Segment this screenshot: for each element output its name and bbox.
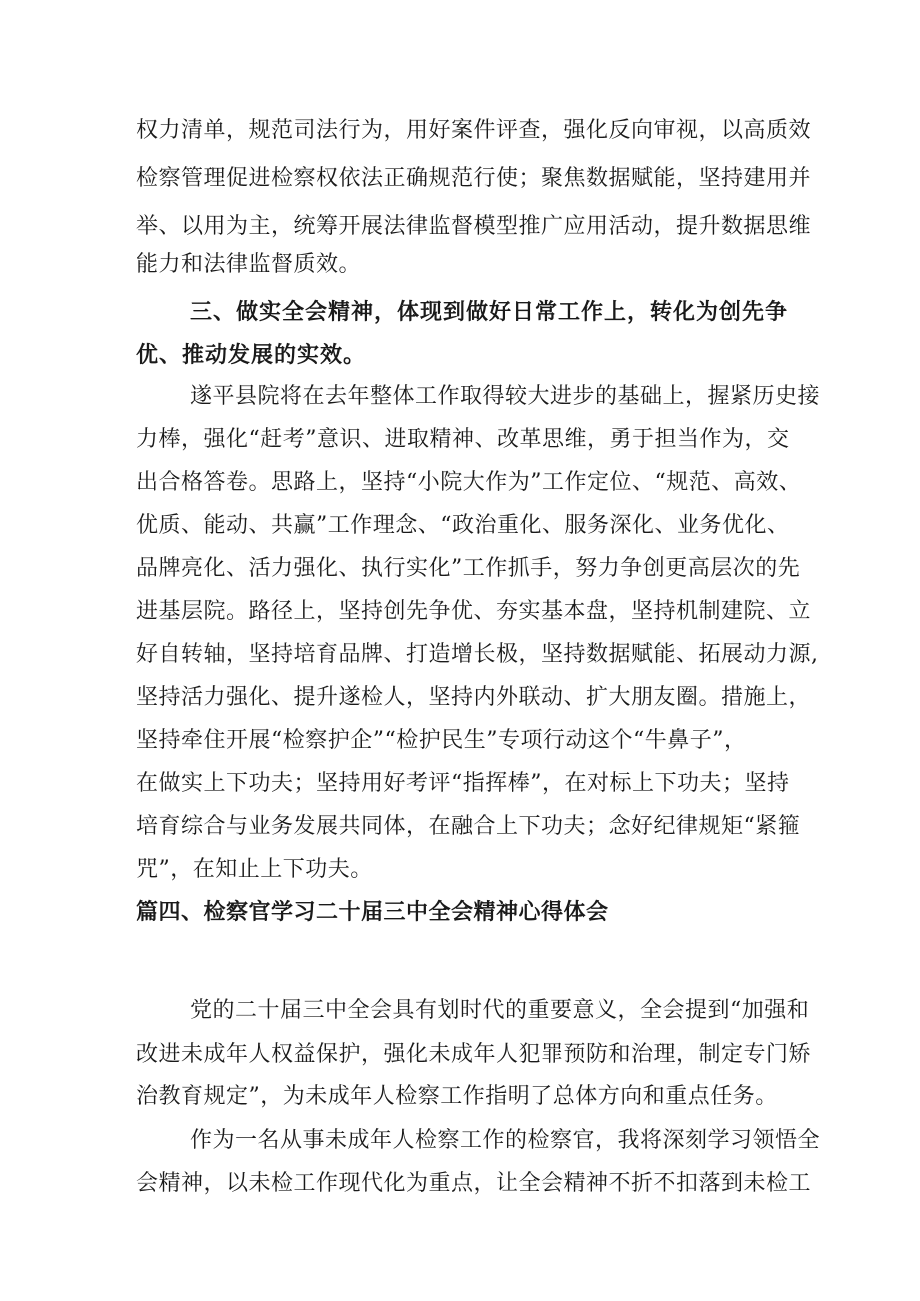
paragraph-line: 党的二十届三中全会具有划时代的重要意义，全会提到“加强和: [190, 998, 810, 1023]
heading-line: 优、推动发展的实效。: [136, 343, 367, 368]
paragraph-line: 力棒，强化“赶考”意识、进取精神、改革思维，勇于担当作为，交: [136, 427, 790, 452]
heading-line: 三、做实全会精神，体现到做好日常工作上，转化为创先争: [190, 300, 789, 325]
paragraph-line: 培育综合与业务发展共同体，在融合上下功夫；念好纪律规矩“紧箍: [136, 814, 801, 839]
paragraph-line: 作为一名从事未成年人检察工作的检察官，我将深刻学习领悟全: [190, 1128, 821, 1153]
paragraph-line: 坚持活力强化、提升遂检人，坚持内外联动、扩大朋友圈。措施上，: [136, 685, 812, 710]
paragraph-line: 咒”，在知止上下功夫。: [136, 857, 373, 882]
paragraph-line: 好自转轴，坚持培育品牌、打造增长极，坚持数据赋能、拓展动力源,: [136, 642, 819, 667]
paragraph-line: 举、以用为主，统筹开展法律监督模型推广应用活动，提升数据思维: [136, 214, 812, 239]
paragraph-line: 优质、能动、共赢”工作理念、“政治重化、服务深化、业务优化、: [136, 513, 790, 538]
article-title: 篇四、检察官学习二十届三中全会精神心得体会: [136, 900, 609, 925]
paragraph-line: 出合格答卷。思路上，坚持“小院大作为”工作定位、“规范、高效、: [136, 470, 802, 495]
paragraph-line: 权力清单，规范司法行为，用好案件评查，强化反向审视，以高质效: [136, 118, 812, 143]
paragraph-line: 进基层院。路径上，坚持创先争优、夯实基本盘，坚持机制建院、立: [136, 599, 812, 624]
paragraph-line: 坚持牵住开展“检察护企”“检护民生”专项行动这个“牛鼻子”，: [136, 728, 747, 753]
paragraph-line: 能力和法律监督质效。: [136, 252, 362, 277]
paragraph-line: 检察管理促进检察权依法正确规范行使；聚焦数据赋能，坚持建用并: [136, 166, 812, 191]
paragraph-line: 在做实上下功夫；坚持用好考评“指挥棒”，在对标上下功夫；坚持: [136, 771, 790, 796]
paragraph-line: 改进未成年人权益保护，强化未成年人犯罪预防和治理，制定专门矫: [136, 1042, 812, 1067]
paragraph-line: 品牌亮化、活力强化、执行实化”工作抓手，努力争创更高层次的先: [136, 556, 801, 581]
paragraph-line: 治教育规定”，为未成年人检察工作指明了总体方向和重点任务。: [136, 1084, 778, 1109]
paragraph-line: 会精神，以未检工作现代化为重点，让全会精神不折不扣落到未检工: [136, 1171, 812, 1196]
paragraph-line: 遂平县院将在去年整体工作取得较大进步的基础上，握紧历史接: [190, 384, 821, 409]
